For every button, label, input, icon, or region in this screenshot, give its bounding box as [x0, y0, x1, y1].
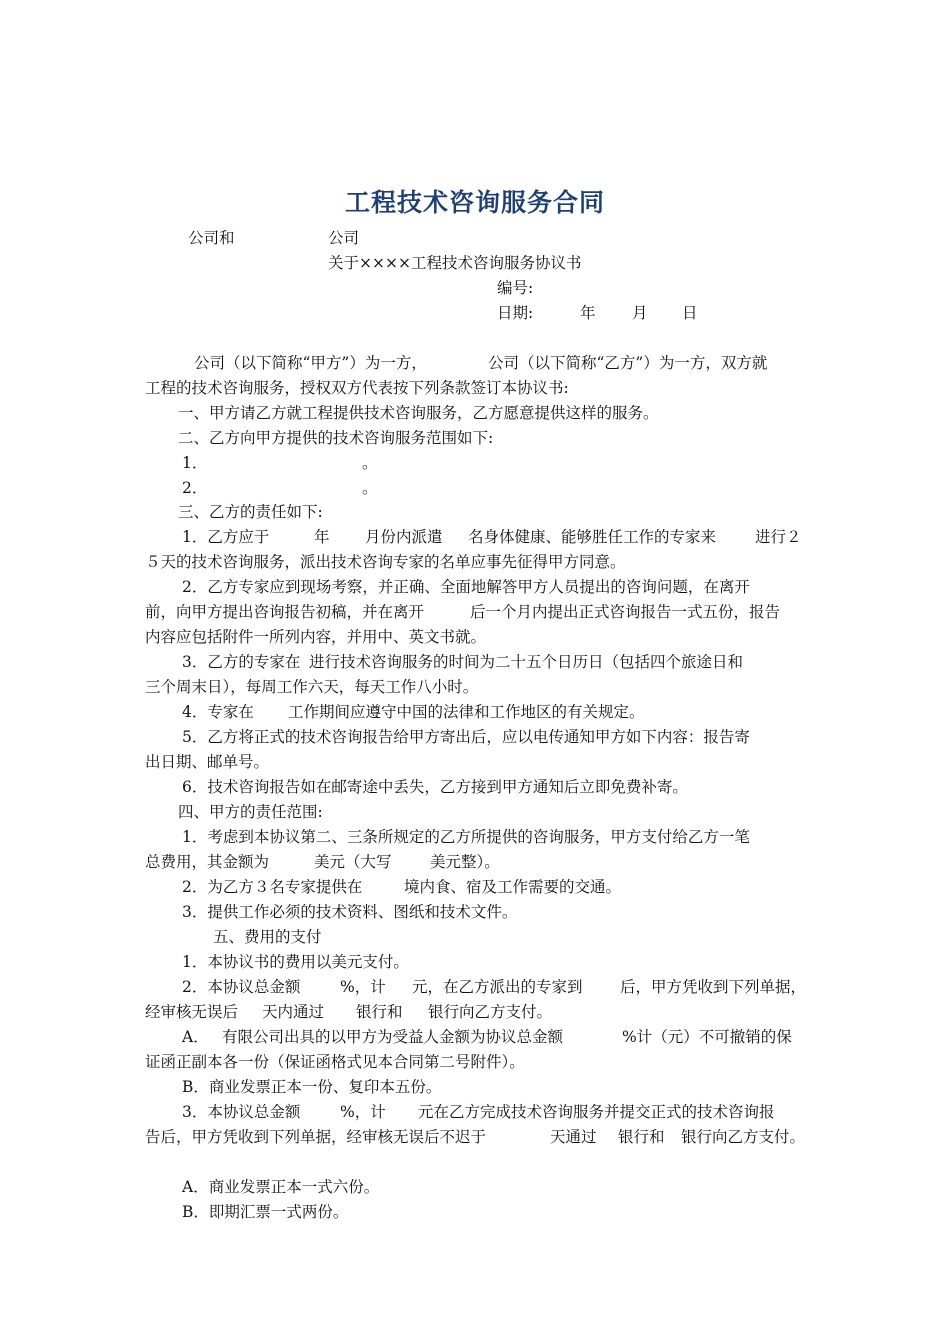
body-line: 境内食、宿及工作需要的交通。 [404, 878, 622, 896]
body-line: 三个周末日），每周工作六天，每天工作八小时。 [145, 678, 479, 696]
body-line: 3．本协议总金额 [182, 1103, 301, 1121]
body-line: 五、费用的支付 [213, 928, 322, 946]
body-line: 工程的技术咨询服务，授权双方代表按下列条款签订本协议书: [145, 379, 569, 397]
body-line: 有限公司出具的以甲方为受益人金额为协议总金额 [222, 1028, 564, 1046]
body-line: 2．乙方专家应到现场考察，并正确、全面地解答甲方人员提出的咨询问题，在离开 [182, 578, 750, 596]
body-line: 工作期间应遵守中国的法律和工作地区的有关规定。 [288, 703, 645, 721]
body-line: 前，向甲方提出咨询报告初稿，并在离开 [145, 603, 425, 621]
year-label: 年 [580, 304, 596, 322]
day-label: 日 [682, 304, 698, 322]
body-line: 告后，甲方凭收到下列单据，经审核无误后不迟于 [145, 1128, 487, 1146]
body-line: 公司（以下简称“甲方”）为一方， [194, 354, 427, 372]
body-line: 月份内派遣 [365, 528, 443, 546]
body-line: 银行和 [356, 1003, 403, 1021]
body-line: 美元整）。 [430, 853, 500, 871]
party-b-label: 公司 [328, 229, 360, 247]
body-line: 进行技术咨询服务的时间为二十五个日历日（包括四个旅途日和 [309, 653, 744, 671]
body-line: 三、乙方的责任如下: [178, 503, 323, 521]
body-line: 1．考虑到本协议第二、三条所规定的乙方所提供的咨询服务，甲方支付给乙方一笔 [182, 828, 750, 846]
body-line: 名身体健康、能够胜任工作的专家来 [468, 528, 717, 546]
body-line: 。 [362, 454, 378, 472]
body-line: 银行向乙方支付。 [428, 1003, 553, 1021]
body-line: 银行向乙方支付。 [681, 1128, 806, 1146]
body-line: 1．乙方应于 [182, 528, 270, 546]
document-subtitle: 关于××××工程技术咨询服务协议书 [328, 254, 582, 272]
body-line: 2．为乙方３名专家提供在 [182, 878, 363, 896]
body-line: 后一个月内提出正式咨询报告一式五份，报告 [470, 603, 781, 621]
body-line: 。 [362, 479, 378, 497]
body-line: 4．专家在 [182, 703, 254, 721]
body-line: %，计 [340, 978, 386, 996]
body-line: 四、甲方的责任范围: [178, 803, 323, 821]
body-line: 元在乙方完成技术咨询服务并提交正式的技术咨询报 [418, 1103, 775, 1121]
body-line: ５天的技术咨询服务，派出技术咨询专家的名单应事先征得甲方同意。 [145, 553, 626, 571]
body-line: 6．技术咨询报告如在邮寄途中丢失，乙方接到甲方通知后立即免费补寄。 [182, 778, 688, 796]
month-label: 月 [632, 304, 648, 322]
body-line: 公司（以下简称“乙方”）为一方，双方就 [488, 354, 768, 372]
body-line: %计（元）不可撤销的保 [622, 1028, 792, 1046]
body-line: 元，在乙方派出的专家到 [412, 978, 583, 996]
body-line: 年 [314, 528, 330, 546]
document-title: 工程技术咨询服务合同 [344, 188, 605, 217]
body-line: 进行２ [755, 528, 802, 546]
body-line: 出日期、邮单号。 [145, 753, 270, 771]
body-line: %，计 [340, 1103, 386, 1121]
body-line: 银行和 [618, 1128, 665, 1146]
body-line: 二、乙方向甲方提供的技术咨询服务范围如下: [178, 429, 494, 447]
body-line: 天通过 [550, 1128, 597, 1146]
body-line: 证函正副本各一份（保证函格式见本合同第二号附件）。 [145, 1053, 525, 1071]
body-line: 总费用，其金额为 [145, 853, 270, 871]
body-line: 美元（大写 [314, 853, 392, 871]
body-line: 1．本协议书的费用以美元支付。 [182, 953, 409, 971]
body-line: 经审核无误后 [145, 1003, 239, 1021]
body-line: 一、甲方请乙方就工程提供技术咨询服务，乙方愿意提供这样的服务。 [178, 404, 659, 422]
body-line: 后，甲方凭收到下列单据， [620, 978, 807, 996]
body-line: 3．提供工作必须的技术资料、图纸和技术文件。 [182, 903, 518, 921]
body-line: 5．乙方将正式的技术咨询报告给甲方寄出后，应以电传通知甲方如下内容：报告寄 [182, 728, 750, 746]
date-label: 日期: [497, 304, 534, 322]
body-line: 内容应包括附件一所列内容，并用中、英文书就。 [145, 628, 487, 646]
body-line: 天内通过 [262, 1003, 325, 1021]
body-line: B．商业发票正本一份、复印本五份。 [182, 1078, 442, 1096]
body-line: A． [182, 1028, 209, 1046]
body-line: 2． [182, 479, 208, 497]
body-line: 2．本协议总金额 [182, 978, 301, 996]
body-line: 1． [182, 454, 208, 472]
body-line: A．商业发票正本一式六份。 [182, 1178, 380, 1196]
body-line: 3．乙方的专家在 [182, 653, 301, 671]
body-line: B．即期汇票一式两份。 [182, 1203, 349, 1221]
number-label: 编号: [497, 279, 534, 297]
party-a-label: 公司和 [188, 229, 235, 247]
